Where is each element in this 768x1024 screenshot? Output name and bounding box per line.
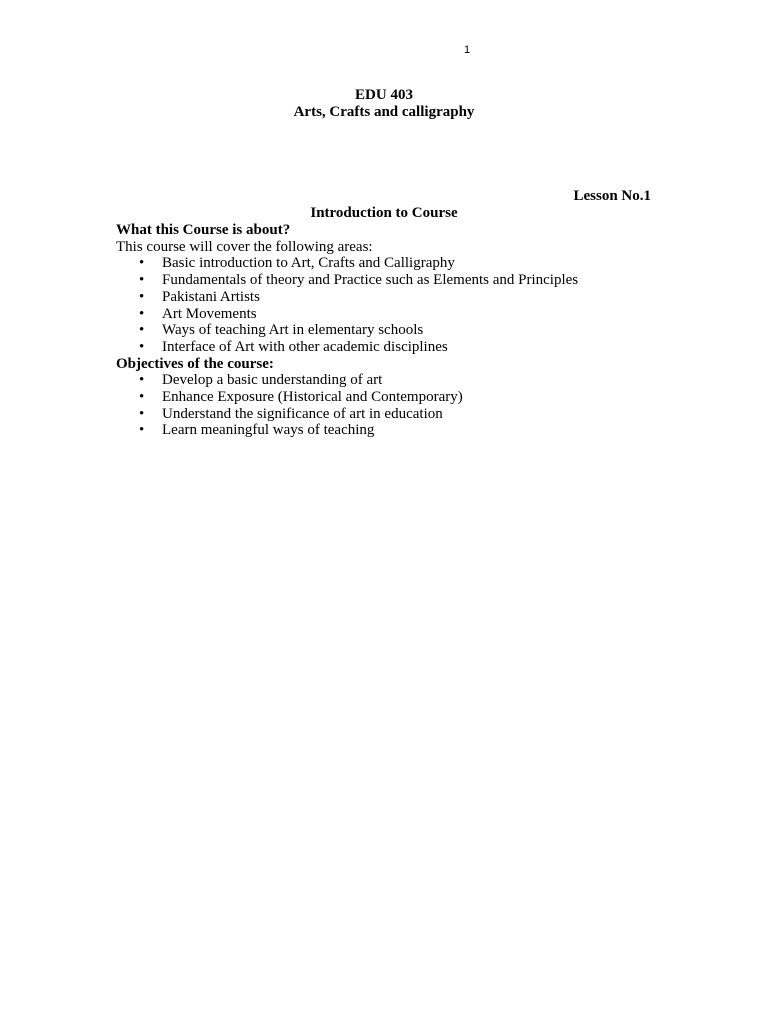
course-title-block xyxy=(0,87,768,121)
list-item xyxy=(116,272,676,289)
about-heading: What this Course is about? xyxy=(116,222,291,238)
list-item-text: Develop a basic understanding of art xyxy=(162,372,383,389)
list-item-text: Art Movements xyxy=(162,305,257,322)
list-item-text: Learn meaningful ways of teaching xyxy=(162,422,375,439)
list-item-text: Understand the significance of art in education xyxy=(162,405,443,422)
about-list xyxy=(116,255,676,355)
list-item xyxy=(116,306,676,323)
lesson-title: Introduction to Course xyxy=(310,205,458,221)
course-name: Arts, Crafts and calligraphy xyxy=(293,104,475,120)
page-number: 1 xyxy=(464,44,471,56)
bullet-icon: • xyxy=(139,272,145,289)
bullet-icon: • xyxy=(139,338,145,355)
course-code: EDU 403 xyxy=(355,87,413,103)
list-item xyxy=(116,389,676,406)
list-item-text: Pakistani Artists xyxy=(162,288,260,305)
list-item xyxy=(116,372,676,389)
list-item xyxy=(116,322,676,339)
course-content xyxy=(116,222,676,439)
objectives-heading: Objectives of the course: xyxy=(116,355,274,372)
bullet-icon: • xyxy=(139,405,145,422)
bullet-icon: • xyxy=(139,322,145,339)
bullet-icon: • xyxy=(139,372,145,389)
objectives-list xyxy=(116,372,676,439)
about-intro: This course will cover the following areas: xyxy=(116,238,373,255)
list-item-text: Enhance Exposure (Historical and Contemporary) xyxy=(162,389,463,406)
list-item xyxy=(116,289,676,306)
bullet-icon: • xyxy=(139,288,145,305)
list-item-text: Fundamentals of theory and Practice such as Elements and Principles xyxy=(162,272,579,289)
list-item-text: Basic introduction to Art, Crafts and Calligraphy xyxy=(162,255,455,272)
bullet-icon: • xyxy=(139,389,145,406)
bullet-icon: • xyxy=(139,255,145,272)
list-item-text: Ways of teaching Art in elementary schools xyxy=(162,322,424,339)
lesson-number: Lesson No.1 xyxy=(573,188,651,204)
list-item xyxy=(116,406,676,423)
list-item xyxy=(116,422,676,439)
list-item-text: Interface of Art with other academic disciplines xyxy=(162,338,448,355)
list-item xyxy=(116,255,676,272)
bullet-icon: • xyxy=(139,305,145,322)
bullet-icon: • xyxy=(139,422,145,439)
list-item xyxy=(116,339,676,356)
